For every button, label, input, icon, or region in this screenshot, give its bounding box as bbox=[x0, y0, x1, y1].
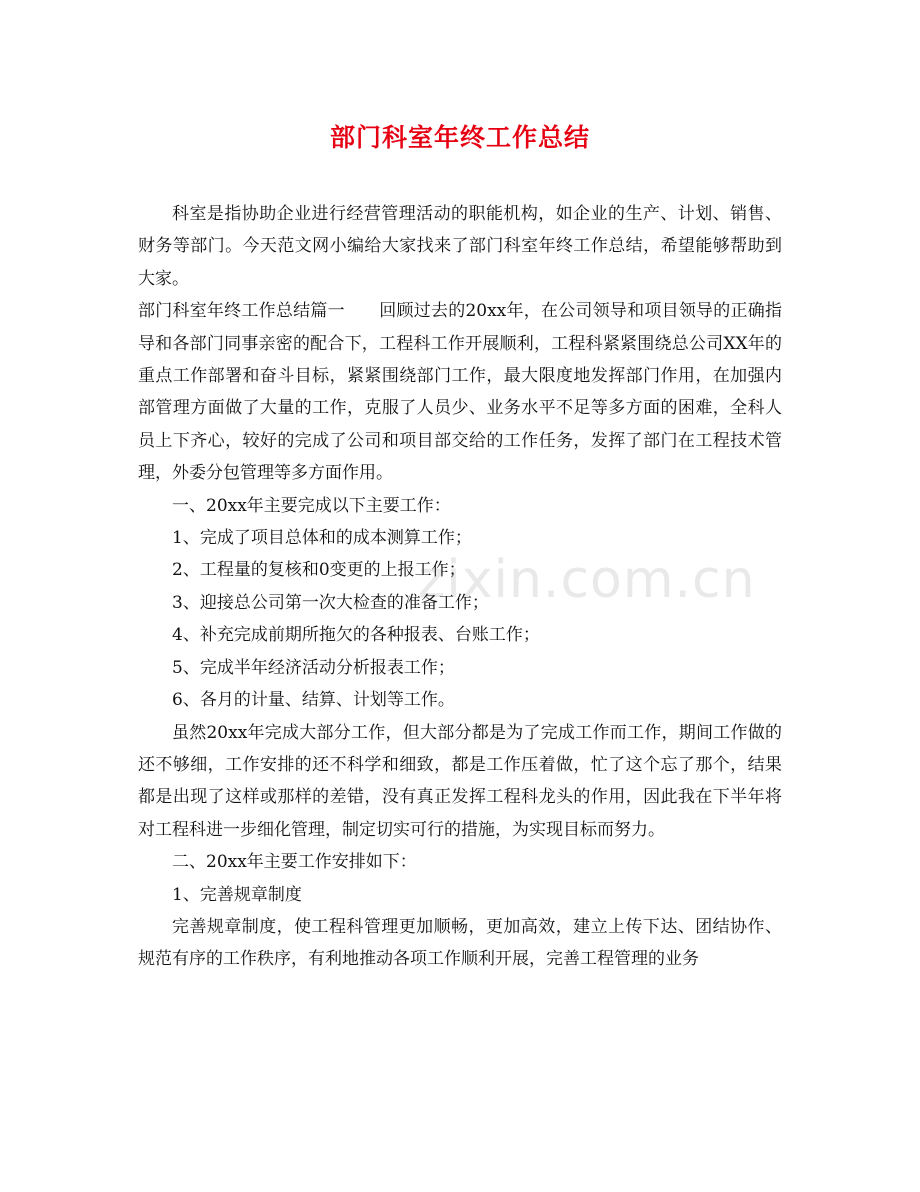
list-item: 3、迎接总公司第一次大检查的准备工作； bbox=[172, 592, 489, 613]
paragraph-rules: 完善规章制度，使工程科管理更加顺畅，更加高效，建立上传下达、团结协作、规范有序的工作秩序，有利地推动各项工作顺利开展，完善工程管理的业务 bbox=[138, 916, 782, 970]
subsection-heading: 1、完善规章制度 bbox=[172, 884, 302, 905]
document-title: 部门科室年终工作总结 bbox=[329, 123, 590, 152]
section-heading-one: 一、20xx年主要完成以下主要工作： bbox=[172, 495, 451, 516]
list-item: 6、各月的计量、结算、计划等工作。 bbox=[172, 690, 455, 711]
document-body bbox=[138, 198, 782, 976]
list-item: 4、补充完成前期所拖欠的各种报表、台账工作； bbox=[172, 625, 540, 646]
list-item: 5、完成半年经济活动分析报表工作； bbox=[172, 657, 455, 678]
list-item: 2、工程量的复核和0变更的上报工作； bbox=[172, 560, 466, 581]
section-heading-two: 二、20xx年主要工作安排如下： bbox=[172, 852, 417, 873]
list-item: 1、完成了项目总体和的成本测算工作； bbox=[172, 528, 472, 549]
watermark: zixin.com.cn bbox=[418, 550, 756, 610]
paragraph-intro: 科室是指协助企业进行经营管理活动的职能机构，如企业的生产、计划、销售、财务等部门。今天范文网小编给大家找来了部门科室年终工作总结，希望能够帮助到大家。 bbox=[138, 204, 782, 289]
paragraph-reflection: 虽然20xx年完成大部分工作，但大部分都是为了完成工作而工作，期间工作做的还不够细，工作安排的还不科学和细致，都是工作压着做，忙了这个忘了那个，结果都是出现了这样或那样的差错，没有真正发挥工程科龙头的作用，因此我在下半年将对工程科进一步细化管理，制定切实可行的措施，为实现目标而努力。 bbox=[138, 722, 782, 840]
paragraph-part-one: 部门科室年终工作总结篇一 回顾过去的20xx年，在公司领导和项目领导的正确指导和各部门同事亲密的配合下，工程科工作开展顺利，工程科紧紧围绕总公司XX年的重点工作部署和奋斗目标，紧紧围绕部门工作，最大限度地发挥部门作用，在加强内部管理方面做了大量的工作，克服了人员少、业务水平不足等多方面的困难，全科人员上下齐心，较好的完成了公司和项目部交给的工作任务，发挥了部门在工程技术管理，外委分包管理等多方面作用。 bbox=[138, 301, 782, 484]
